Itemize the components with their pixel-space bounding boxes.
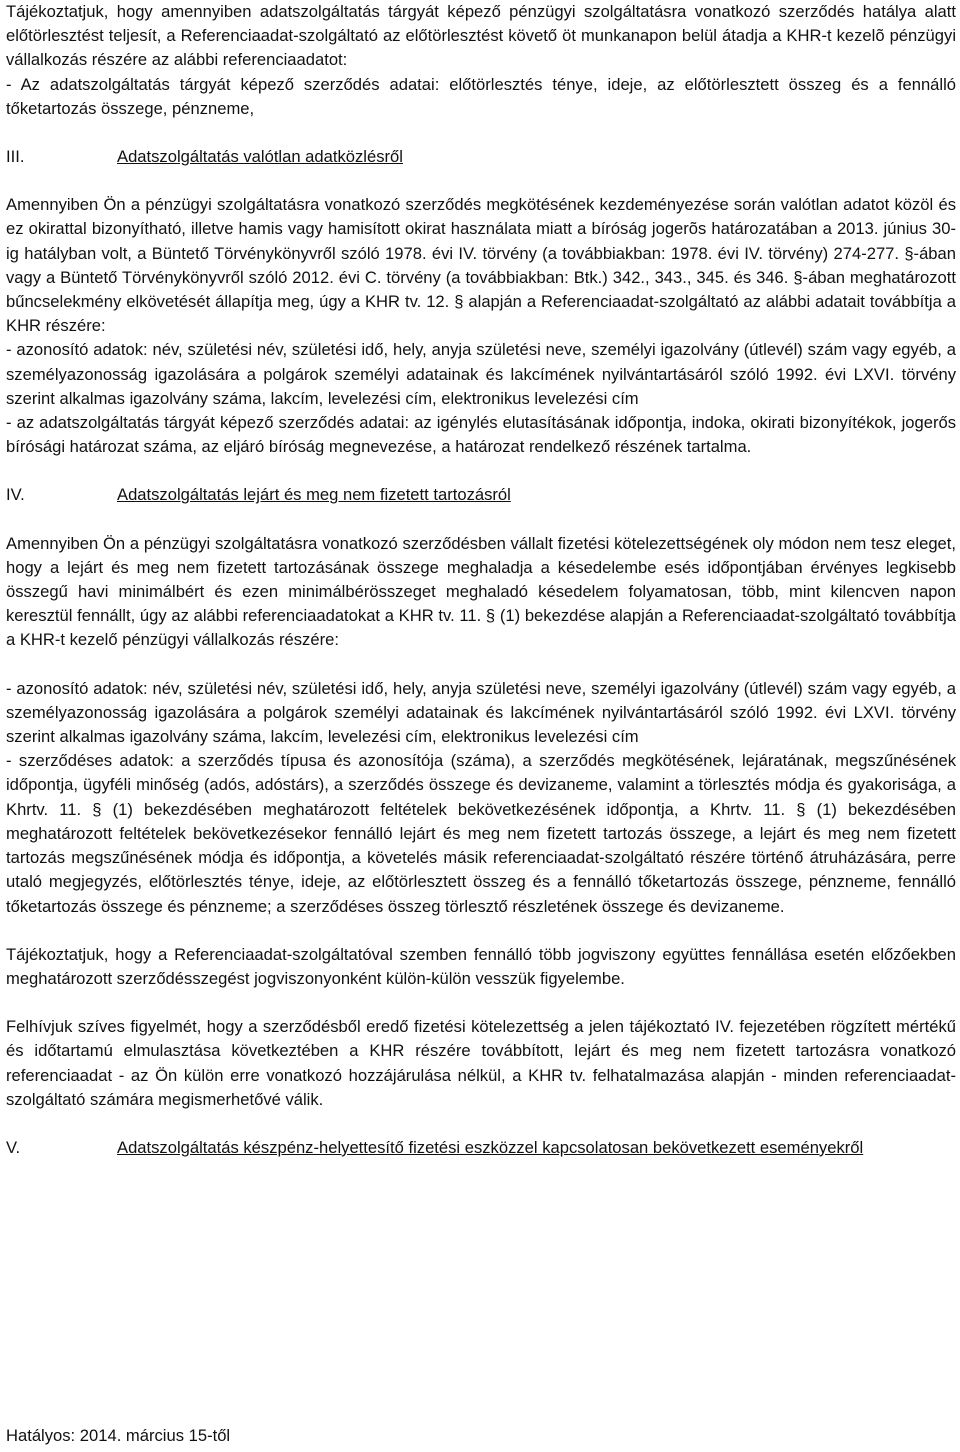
section-4-paragraph: Amennyiben Ön a pénzügyi szolgáltatásra vonatkozó szerződésben vállalt fizetési kötelezettségének oly módon nem tesz eleget, hogy a lejárt és meg nem fizetett tartozásának összege meghaladja a késedelembe esés időpontjában érvényes legkisebb összegű havi minimálbért és ezen minimálbérösszeget meghaladó késedelem folyamatosan, több, mint kilencven napon keresztül fennállt, úgy az alábbi referenciaadatokat a KHR tv. 11. § (1) bekezdése alapján a Referenciaadat-szolgáltató továbbítja a KHR-t kezelő pénzügyi vállalkozás részére: — [6, 533, 956, 650]
intro-list-item: - Az adatszolgáltatás tárgyát képező szerződés adatai: előtörlesztés ténye, ideje, az előtörlesztett összeg és a fennálló tőketartozás összege, pénzneme, — [6, 74, 956, 118]
section-4-number: IV. — [6, 485, 25, 505]
section-4-paragraph-2: Tájékoztatjuk, hogy a Referenciaadat-szolgáltatóval szemben fennálló több jogviszony együttes fennállása esetén előzőekben meghatározott szerződésszegést jogviszonyonként külön-külön vesszük figyelembe. — [6, 944, 956, 988]
document-page — [6, 0, 956, 1160]
section-3-number: III. — [6, 147, 25, 167]
intro-paragraph: Tájékoztatjuk, hogy amennyiben adatszolgáltatás tárgyát képező pénzügyi szolgáltatásra vonatkozó szerződés hatálya alatt előtörlesztést teljesít, a Referenciaadat-szolgáltató az előtörlesztést követő öt munkanapon belül átadja a KHR-t kezelõ pénzügyi vállalkozás részére az alábbi referenciaadatot: — [6, 2, 956, 70]
section-4-title: Adatszolgáltatás lejárt és meg nem fizetett tartozásról — [117, 485, 511, 505]
section-4-list-item-1: - azonosító adatok: név, születési név, születési idő, hely, anyja születési neve, személyi igazolvány (útlevél) szám vagy egyéb, a személyazonosság igazolására a polgárok személyi adatainak és lakcímének nyilvántartásáról szóló 1992. évi LXVI. törvény szerint alkalmas igazolvány száma, lakcím, levelezési cím, elektronikus levelezési cím — [6, 678, 956, 747]
section-3-paragraph: Amennyiben Ön a pénzügyi szolgáltatásra vonatkozó szerződés megkötésének kezdeményezése során valótlan adatot közöl és ez okirattal bizonyítható, illetve hamis vagy hamisított okirat használata miatt a bíróság jogerõs határozatában a 2013. június 30-ig hatályban volt, a Büntető Törvénykönyvről szóló 1978. évi IV. törvény (a továbbiakban: 1978. évi IV. törvény) 274-277. §-ában vagy a Büntető Törvénykönyvről szóló 2012. évi C. törvény (a továbbiakban: Btk.) 342., 343., 345. és 346. §-ában meghatározott bűncselekmény elkövetését állapítja meg, úgy a KHR tv. 12. § alapján a Referenciaadat-szolgáltató az alábbi adatait továbbítja a KHR részére: — [6, 195, 956, 336]
section-5-title: Adatszolgáltatás készpénz-helyettesítő fizetési eszközzel kapcsolatosan bekövetkezett eseményekről — [117, 1137, 864, 1157]
section-5-heading — [6, 1136, 956, 1160]
section-3-heading — [6, 145, 956, 169]
section-3-list-item-1: - azonosító adatok: név, születési név, születési idő, hely, anyja születési neve, személyi igazolvány (útlevél) szám vagy egyéb, a személyazonosság igazolására a polgárok személyi adatainak és lakcímének nyilvántartásáról szóló 1992. évi LXVI. törvény szerint alkalmas igazolvány száma, lakcím, levelezési cím, elektronikus levelezési cím — [6, 340, 956, 408]
section-4-heading — [6, 483, 956, 507]
section-3-list-item-2: - az adatszolgáltatás tárgyát képező szerződés adatai: az igénylés elutasításának időpontja, indoka, okirati bizonyítékok, jogerős bírósági határozat száma, az eljáró bíróság megnevezése, a határozat rendelkező részének tartalma. — [6, 413, 956, 457]
effective-date-footer: Hatályos: 2014. március 15-től — [6, 1426, 231, 1445]
section-3-title: Adatszolgáltatás valótlan adatközlésről — [117, 147, 403, 167]
section-5-number: V. — [6, 1137, 21, 1157]
section-4-paragraph-3: Felhívjuk szíves figyelmét, hogy a szerződésből eredő fizetési kötelezettség a jelen tájékoztató IV. fejezetében rögzített mértékű és időtartamú elmulasztása következtében a KHR részére továbbított, lejárt és meg nem fizetett tartozásra vonatkozó referenciaadat - az Ön külön erre vonatkozó hozzájárulása nélkül, a KHR tv. felhatalmazása alapján - minden referenciaadat-szolgáltató számára megismerhetővé válik. — [6, 1017, 956, 1109]
section-4-list-item-2: - szerződéses adatok: a szerződés típusa és azonosítója (száma), a szerződés megkötésének, lejáratának, megszűnésének időpontja, ügyféli minőség (adós, adóstárs), a szerződés összege és devizaneme, valamint a törlesztés módja és gyakorisága, a Khrtv. 11. § (1) bekezdésében meghatározott feltételek bekövetkezésének időpontja, a Khrtv. 11. § (1) bekezdésében meghatározott feltételek bekövetkezésekor fennálló lejárt és meg nem fizetett tartozás összege, a lejárt és meg nem fizetett tartozás megszűnésének módja és időpontja, a követelés másik referenciaadat-szolgáltató részére történő átruházására, perre utaló megjegyzés, előtörlesztés ténye, ideje, az előtörlesztett összeg és a fennálló tőketartozás összege, pénzneme, fennálló tőketartozás összege és pénzneme; a szerződéses összeg törlesztő részletének összege és devizaneme. — [6, 751, 956, 916]
